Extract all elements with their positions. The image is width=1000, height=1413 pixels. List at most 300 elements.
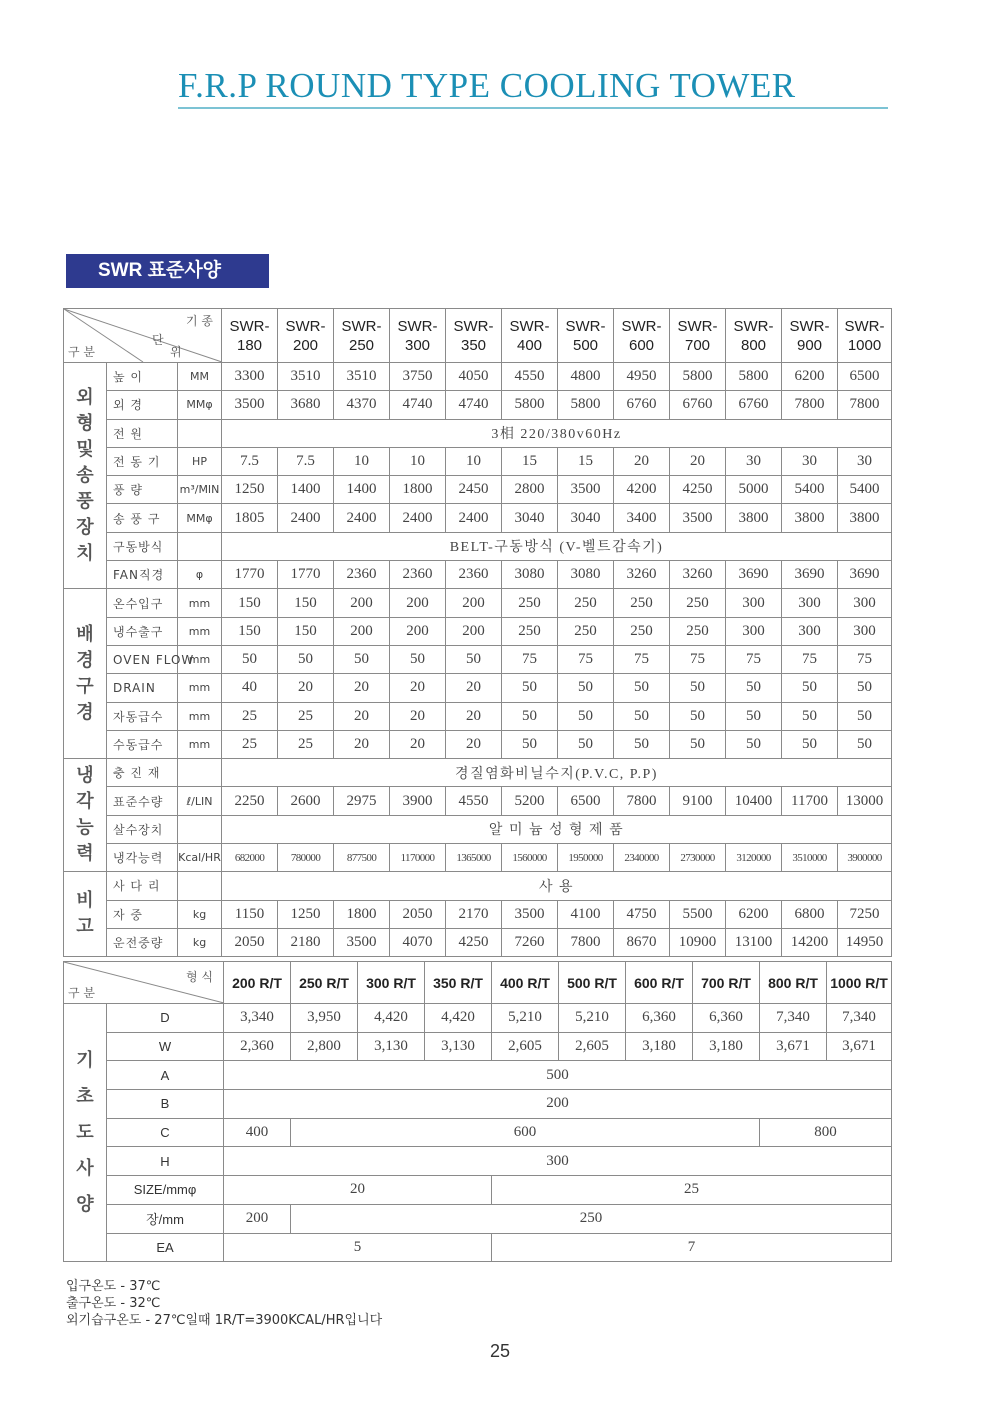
row-unit: MMφ <box>178 391 222 419</box>
cell-value: 3,130 <box>425 1032 492 1061</box>
cell-value: 4800 <box>558 363 614 391</box>
cell-value: 25 <box>492 1176 892 1205</box>
cell-value: 1560000 <box>502 844 558 872</box>
page-number: 25 <box>489 1341 511 1361</box>
cell-value: 1950000 <box>558 844 614 872</box>
foundation-row-label: C <box>107 1118 224 1147</box>
row-label: 전 동 기 <box>107 447 178 475</box>
cell-value: 250 <box>502 617 558 645</box>
foundation-model-header: 400 R/T <box>492 962 559 1004</box>
table-row <box>64 1090 892 1119</box>
cell-value: 20 <box>390 702 446 730</box>
cell-value: 30 <box>782 447 838 475</box>
cell-value: 10900 <box>670 928 726 956</box>
foundation-model-header: 700 R/T <box>693 962 760 1004</box>
cell-value: 8670 <box>614 928 670 956</box>
note-inlet-temp: 입구온도 - 37℃ <box>66 1279 161 1294</box>
table-row <box>64 476 892 504</box>
cell-value: 2,360 <box>224 1032 291 1061</box>
cell-value: 20 <box>224 1176 492 1205</box>
group-label-0 <box>64 363 107 589</box>
row-span-value: 경질염화비닐수지(P.V.C, P.P) <box>222 759 892 787</box>
cell-value: 20 <box>278 674 334 702</box>
model-header: SWR-600 <box>614 309 670 363</box>
table-row <box>64 702 892 730</box>
cell-value: 3690 <box>726 561 782 589</box>
cell-value: 4200 <box>614 476 670 504</box>
cell-value: 1770 <box>278 561 334 589</box>
cell-value: 2975 <box>334 787 390 815</box>
cell-value: 300 <box>726 617 782 645</box>
cell-value: 3,671 <box>827 1032 892 1061</box>
cell-value: 20 <box>670 447 726 475</box>
cell-value: 6200 <box>726 900 782 928</box>
cell-value: 50 <box>222 645 278 673</box>
table-row <box>64 363 892 391</box>
foundation-model-header: 200 R/T <box>224 962 291 1004</box>
cell-value: 6760 <box>614 391 670 419</box>
row-unit: Kcal/HR <box>178 844 222 872</box>
cell-value: 2600 <box>278 787 334 815</box>
cell-value: 3500 <box>670 504 726 532</box>
cell-value: 3680 <box>278 391 334 419</box>
cell-value: 5800 <box>670 363 726 391</box>
cell-value: 2050 <box>390 900 446 928</box>
cell-value: 13100 <box>726 928 782 956</box>
cell-value: 50 <box>838 702 892 730</box>
cell-value: 10 <box>446 447 502 475</box>
foundation-row-label: A <box>107 1061 224 1090</box>
cell-value: 5400 <box>782 476 838 504</box>
group-label-text: 냉각능력 <box>76 765 94 865</box>
cell-value: 50 <box>278 645 334 673</box>
model-header: SWR-800 <box>726 309 782 363</box>
cell-value: 1250 <box>222 476 278 504</box>
group-label-text: 기초도사양 <box>76 1049 94 1215</box>
cell-value: 5,210 <box>492 1004 559 1033</box>
cell-value: 200 <box>334 589 390 617</box>
row-label: 냉각능력 <box>107 844 178 872</box>
row-label: DRAIN <box>107 674 178 702</box>
cell-value: 200 <box>224 1204 291 1233</box>
cell-value: 6,360 <box>626 1004 693 1033</box>
cell-value: 5200 <box>502 787 558 815</box>
cell-value: 15 <box>502 447 558 475</box>
cell-value: 3500 <box>334 928 390 956</box>
corner-label-category: 구 분 <box>68 986 95 1000</box>
row-unit: mm <box>178 589 222 617</box>
row-unit: φ <box>178 561 222 589</box>
row-unit: m³/MIN <box>178 476 222 504</box>
corner-label-unit-a: 단 <box>152 333 164 347</box>
model-header: SWR-300 <box>390 309 446 363</box>
cell-value: 4740 <box>446 391 502 419</box>
foundation-model-header: 500 R/T <box>559 962 626 1004</box>
cell-value: 1770 <box>222 561 278 589</box>
cell-value: 3080 <box>502 561 558 589</box>
cell-value: 300 <box>782 589 838 617</box>
row-span-value: 사 용 <box>222 872 892 900</box>
cell-value: 50 <box>726 730 782 758</box>
cell-value: 50 <box>614 730 670 758</box>
cell-value: 4070 <box>390 928 446 956</box>
cell-value: 25 <box>222 702 278 730</box>
row-label: 송 풍 구 <box>107 504 178 532</box>
row-unit: mm <box>178 730 222 758</box>
row-label: 충 진 재 <box>107 759 178 787</box>
cell-value: 50 <box>390 645 446 673</box>
cell-value: 3120000 <box>726 844 782 872</box>
cell-value: 20 <box>334 702 390 730</box>
cell-value: 250 <box>670 617 726 645</box>
cell-value: 75 <box>614 645 670 673</box>
cell-value: 2450 <box>446 476 502 504</box>
table-row <box>64 504 892 532</box>
cell-value: 50 <box>782 730 838 758</box>
cell-value: 2800 <box>502 476 558 504</box>
cell-value: 20 <box>446 702 502 730</box>
foundation-row-label: H <box>107 1147 224 1176</box>
row-label: 운전중량 <box>107 928 178 956</box>
cell-value: 5400 <box>838 476 892 504</box>
row-label: 표준수량 <box>107 787 178 815</box>
table-row <box>64 447 892 475</box>
cell-value: 7800 <box>614 787 670 815</box>
corner-label-unit-b: 위 <box>170 345 182 359</box>
model-header: SWR-900 <box>782 309 838 363</box>
cell-value: 7,340 <box>760 1004 827 1033</box>
cell-value: 300 <box>838 617 892 645</box>
cell-value: 13000 <box>838 787 892 815</box>
row-unit: kg <box>178 928 222 956</box>
foundation-model-header: 600 R/T <box>626 962 693 1004</box>
cell-value: 7 <box>492 1233 892 1262</box>
cell-value: 4250 <box>446 928 502 956</box>
cell-value: 3900 <box>390 787 446 815</box>
cell-value: 682000 <box>222 844 278 872</box>
cell-value: 3500 <box>222 391 278 419</box>
cell-value: 4750 <box>614 900 670 928</box>
model-header: SWR-700 <box>670 309 726 363</box>
cell-value: 1400 <box>334 476 390 504</box>
cell-value: 3260 <box>614 561 670 589</box>
table-row <box>64 1004 892 1033</box>
cell-value: 200 <box>390 589 446 617</box>
cell-value: 300 <box>838 589 892 617</box>
cell-value: 5800 <box>726 363 782 391</box>
table-row <box>64 844 892 872</box>
cell-value: 50 <box>670 674 726 702</box>
row-span-value: BELT-구동방식 (V-벨트감속기) <box>222 532 892 560</box>
cell-value: 75 <box>502 645 558 673</box>
cell-value: 5800 <box>558 391 614 419</box>
cell-value: 50 <box>726 674 782 702</box>
foundation-row-label: W <box>107 1032 224 1061</box>
cell-value: 2400 <box>334 504 390 532</box>
cell-value: 4100 <box>558 900 614 928</box>
cell-value: 5,210 <box>559 1004 626 1033</box>
cell-value: 50 <box>782 702 838 730</box>
row-label: 온수입구 <box>107 589 178 617</box>
cell-value: 2250 <box>222 787 278 815</box>
cell-value: 6760 <box>726 391 782 419</box>
cell-value: 1800 <box>334 900 390 928</box>
row-unit <box>178 815 222 843</box>
foundation-row-label: EA <box>107 1233 224 1262</box>
cell-value: 2340000 <box>614 844 670 872</box>
cell-value: 1400 <box>278 476 334 504</box>
cell-value: 2,605 <box>492 1032 559 1061</box>
table-row <box>64 787 892 815</box>
cell-value: 6800 <box>782 900 838 928</box>
cell-value: 50 <box>446 645 502 673</box>
cell-value: 2360 <box>446 561 502 589</box>
row-span-value: 3相 220/380v60Hz <box>222 419 892 447</box>
row-unit: HP <box>178 447 222 475</box>
cell-value: 50 <box>614 674 670 702</box>
corner-label-category: 구 분 <box>68 345 95 359</box>
cell-value: 1365000 <box>446 844 502 872</box>
row-label: 냉수출구 <box>107 617 178 645</box>
table-row <box>64 419 892 447</box>
cell-value: 2,605 <box>559 1032 626 1061</box>
cell-value: 11700 <box>782 787 838 815</box>
foundation-model-header: 800 R/T <box>760 962 827 1004</box>
cell-value: 1800 <box>390 476 446 504</box>
cell-value: 50 <box>614 702 670 730</box>
row-unit: mm <box>178 674 222 702</box>
cell-value: 7260 <box>502 928 558 956</box>
table-row <box>64 589 892 617</box>
cell-value: 2400 <box>278 504 334 532</box>
cell-value: 500 <box>224 1061 892 1090</box>
cell-value: 50 <box>670 730 726 758</box>
corner-label-type: 형 식 <box>186 970 213 984</box>
cell-value: 50 <box>670 702 726 730</box>
cell-value: 300 <box>726 589 782 617</box>
foundation-group-label <box>64 1004 107 1262</box>
cell-value: 50 <box>838 674 892 702</box>
cell-value: 150 <box>278 617 334 645</box>
cell-value: 3300 <box>222 363 278 391</box>
cell-value: 25 <box>278 702 334 730</box>
cell-value: 50 <box>558 674 614 702</box>
row-label: 수동급수 <box>107 730 178 758</box>
cell-value: 1250 <box>278 900 334 928</box>
cell-value: 50 <box>334 645 390 673</box>
cell-value: 5500 <box>670 900 726 928</box>
note-wetbulb-temp: 외기습구온도 - 27℃일때 1R/T=3900KCAL/HR입니다 <box>66 1313 383 1328</box>
model-header: SWR-500 <box>558 309 614 363</box>
cell-value: 4370 <box>334 391 390 419</box>
cell-value: 3690 <box>782 561 838 589</box>
foundation-model-header: 300 R/T <box>358 962 425 1004</box>
cell-value: 75 <box>782 645 838 673</box>
row-label: 자 중 <box>107 900 178 928</box>
cell-value: 3080 <box>558 561 614 589</box>
cell-value: 40 <box>222 674 278 702</box>
cell-value: 250 <box>291 1204 892 1233</box>
table-row <box>64 1118 892 1147</box>
cell-value: 7.5 <box>278 447 334 475</box>
page-title: F.R.P ROUND TYPE COOLING TOWER <box>178 66 796 105</box>
foundation-row-label: B <box>107 1090 224 1119</box>
cell-value: 50 <box>838 730 892 758</box>
table-row <box>64 391 892 419</box>
cell-value: 3040 <box>502 504 558 532</box>
spec-header-corner <box>64 309 222 363</box>
cell-value: 20 <box>390 730 446 758</box>
cell-value: 3690 <box>838 561 892 589</box>
cell-value: 3500 <box>558 476 614 504</box>
cell-value: 300 <box>782 617 838 645</box>
cell-value: 20 <box>390 674 446 702</box>
cell-value: 7800 <box>558 928 614 956</box>
cell-value: 3,340 <box>224 1004 291 1033</box>
cell-value: 4050 <box>446 363 502 391</box>
cell-value: 3800 <box>726 504 782 532</box>
cell-value: 3750 <box>390 363 446 391</box>
table-row <box>64 900 892 928</box>
cell-value: 2400 <box>446 504 502 532</box>
cell-value: 150 <box>222 617 278 645</box>
cell-value: 1150 <box>222 900 278 928</box>
cell-value: 20 <box>334 730 390 758</box>
group-label-2 <box>64 759 107 872</box>
table-row <box>64 872 892 900</box>
cell-value: 800 <box>760 1118 892 1147</box>
model-header: SWR-1000 <box>838 309 892 363</box>
cell-value: 3900000 <box>838 844 892 872</box>
cell-value: 3,180 <box>693 1032 760 1061</box>
cell-value: 250 <box>502 589 558 617</box>
spec-header-row <box>64 309 892 363</box>
group-label-text: 배경구경 <box>76 623 94 723</box>
cell-value: 5800 <box>502 391 558 419</box>
row-unit: MM <box>178 363 222 391</box>
cell-value: 14950 <box>838 928 892 956</box>
cell-value: 400 <box>224 1118 291 1147</box>
cell-value: 50 <box>726 702 782 730</box>
cell-value: 7800 <box>838 391 892 419</box>
cell-value: 14200 <box>782 928 838 956</box>
cell-value: 6760 <box>670 391 726 419</box>
cell-value: 2180 <box>278 928 334 956</box>
cell-value: 2360 <box>334 561 390 589</box>
table-row <box>64 617 892 645</box>
row-label: 사 다 리 <box>107 872 178 900</box>
cell-value: 3,671 <box>760 1032 827 1061</box>
cell-value: 4550 <box>502 363 558 391</box>
cell-value: 4250 <box>670 476 726 504</box>
cell-value: 3510000 <box>782 844 838 872</box>
table-row <box>64 1147 892 1176</box>
cell-value: 2360 <box>390 561 446 589</box>
row-label: OVEN FLOW <box>107 645 178 673</box>
foundation-model-header: 1000 R/T <box>827 962 892 1004</box>
model-header: SWR-400 <box>502 309 558 363</box>
row-label: 자동급수 <box>107 702 178 730</box>
group-label-3 <box>64 872 107 957</box>
row-span-value: 알 미 늄 성 형 제 품 <box>222 815 892 843</box>
cell-value: 200 <box>446 589 502 617</box>
cell-value: 250 <box>558 617 614 645</box>
group-label-text: 비고 <box>76 890 94 938</box>
cell-value: 20 <box>614 447 670 475</box>
cell-value: 10400 <box>726 787 782 815</box>
model-header: SWR-350 <box>446 309 502 363</box>
row-label: FAN직경 <box>107 561 178 589</box>
cell-value: 3040 <box>558 504 614 532</box>
cell-value: 4,420 <box>425 1004 492 1033</box>
cell-value: 1170000 <box>390 844 446 872</box>
table-row <box>64 561 892 589</box>
cell-value: 7250 <box>838 900 892 928</box>
row-label: 높 이 <box>107 363 178 391</box>
cell-value: 200 <box>334 617 390 645</box>
cell-value: 250 <box>614 589 670 617</box>
cell-value: 50 <box>502 702 558 730</box>
cell-value: 7800 <box>782 391 838 419</box>
cell-value: 2050 <box>222 928 278 956</box>
cell-value: 10 <box>390 447 446 475</box>
foundation-row-label: D <box>107 1004 224 1033</box>
section-label: SWR 표준사양 <box>66 254 269 288</box>
cell-value: 600 <box>291 1118 760 1147</box>
row-unit: mm <box>178 702 222 730</box>
cell-value: 20 <box>334 674 390 702</box>
row-unit <box>178 759 222 787</box>
row-unit: ℓ/LIN <box>178 787 222 815</box>
cell-value: 3,950 <box>291 1004 358 1033</box>
cell-value: 2730000 <box>670 844 726 872</box>
cell-value: 75 <box>558 645 614 673</box>
cell-value: 25 <box>222 730 278 758</box>
foundation-model-header: 350 R/T <box>425 962 492 1004</box>
cell-value: 7,340 <box>827 1004 892 1033</box>
table-row <box>64 674 892 702</box>
table-row <box>64 532 892 560</box>
cell-value: 50 <box>558 702 614 730</box>
cell-value: 3260 <box>670 561 726 589</box>
foundation-row-label: 장/mm <box>107 1204 224 1233</box>
table-row <box>64 759 892 787</box>
group-label-1 <box>64 589 107 759</box>
cell-value: 50 <box>558 730 614 758</box>
cell-value: 200 <box>224 1090 892 1119</box>
cell-value: 30 <box>726 447 782 475</box>
cell-value: 9100 <box>670 787 726 815</box>
group-label-text: 외형및송풍장치 <box>76 386 94 564</box>
cell-value: 1805 <box>222 504 278 532</box>
table-row <box>64 1204 892 1233</box>
cell-value: 200 <box>446 617 502 645</box>
table-row <box>64 645 892 673</box>
row-label: 구동방식 <box>107 532 178 560</box>
row-label: 전 원 <box>107 419 178 447</box>
cell-value: 50 <box>502 730 558 758</box>
cell-value: 3510 <box>278 363 334 391</box>
cell-value: 4740 <box>390 391 446 419</box>
cell-value: 4950 <box>614 363 670 391</box>
row-unit: mm <box>178 645 222 673</box>
row-unit <box>178 872 222 900</box>
cell-value: 3,130 <box>358 1032 425 1061</box>
table-row <box>64 1176 892 1205</box>
cell-value: 75 <box>726 645 782 673</box>
model-header: SWR-250 <box>334 309 390 363</box>
cell-value: 300 <box>224 1147 892 1176</box>
